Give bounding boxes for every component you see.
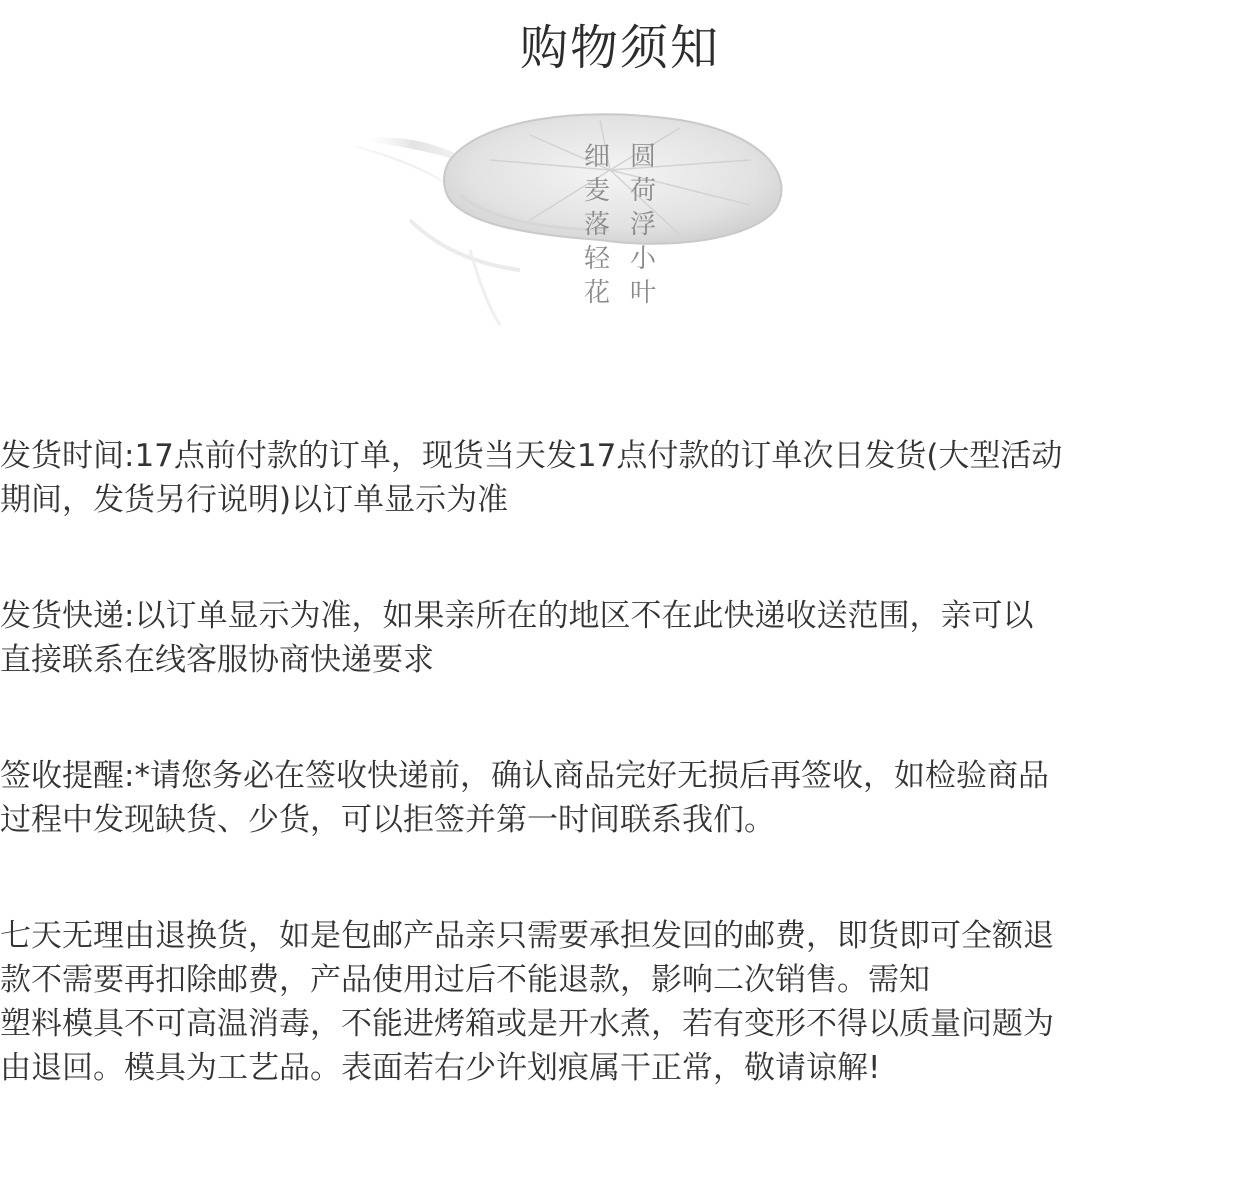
shopping-notice-content bbox=[0, 434, 1240, 1090]
shipping-time-paragraph bbox=[0, 434, 1240, 522]
text-line: 过程中发现缺货、少货，可以拒签并第一时间联系我们。 bbox=[0, 802, 775, 838]
text-line: 发货快递:以订单显示为准，如果亲所在的地区不在此快递收送范围，亲可以 bbox=[0, 598, 1034, 634]
courier-paragraph bbox=[0, 594, 1240, 682]
text-line: 塑料模具不可高温消毒，不能进烤箱或是开水煮，若有变形不得以质量问题为 bbox=[0, 1006, 1054, 1042]
delivery-reminder-paragraph bbox=[0, 754, 1240, 842]
poem-right-column: 圆荷浮小叶 bbox=[629, 142, 656, 308]
poem-left-column: 细麦落轻花 bbox=[583, 142, 610, 308]
text-line: 期间，发货另行说明)以订单显示为准 bbox=[0, 482, 509, 518]
page-title: 购物须知 bbox=[519, 20, 720, 76]
text-line: 款不需要再扣除邮费，产品使用过后不能退款，影响二次销售。需知 bbox=[0, 962, 930, 998]
text-line: 由退回。模具为工艺品。表面若右少许划痕属干正常，敬请谅解! bbox=[0, 1050, 881, 1086]
text-line: 七天无理由退换货，如是包邮产品亲只需要承担发回的邮费，即货即可全额退 bbox=[0, 918, 1054, 954]
text-line: 签收提醒:*请您务必在签收快递前，确认商品完好无损后再签收，如检验商品 bbox=[0, 758, 1049, 794]
text-line: 发货时间:17点前付款的订单，现货当天发17点付款的订单次日发货(大型活动 bbox=[0, 438, 1063, 474]
text-line: 直接联系在线客服协商快递要求 bbox=[0, 642, 434, 678]
return-policy-paragraph bbox=[0, 914, 1240, 1090]
